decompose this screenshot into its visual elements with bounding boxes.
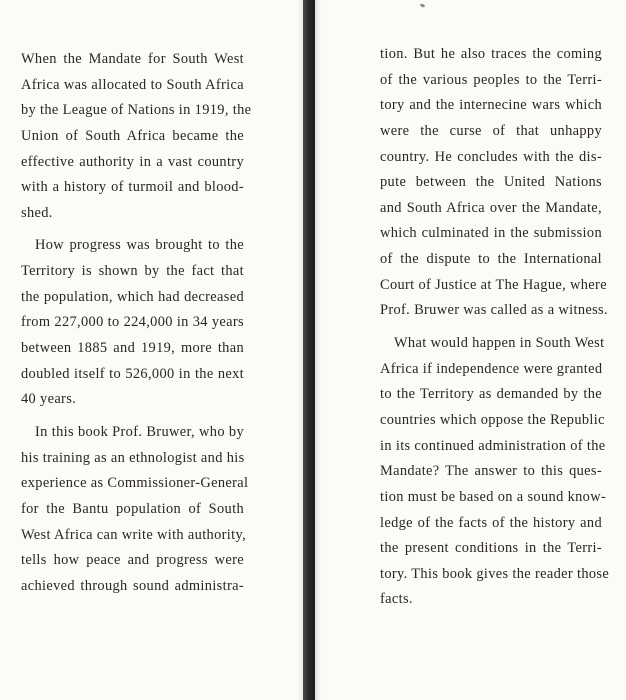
text-line: Territory is shown by the fact that [21,263,244,280]
text-line: Mandate? The answer to this ques- [380,463,602,480]
text-line: from 227,000 to 224,000 in 34 years [21,314,244,331]
text-line: What would happen in South West [394,335,605,352]
text-line: country. He concludes with the dis- [380,148,602,165]
book-spine [303,0,315,700]
text-line: tion must be based on a sound know- [380,488,607,505]
text-line: West Africa can write with authority, [21,526,247,543]
text-line: pute between the United Nations [380,174,602,191]
text-line: between 1885 and 1919, more than [21,340,244,357]
text-line: In this book Prof. Bruwer, who by [35,423,244,440]
text-line: tory and the internecine wars which [380,97,602,114]
text-line: Court of Justice at The Hague, where [380,276,607,293]
paragraph [380,331,610,613]
right-page-text [380,42,610,613]
text-line: countries which oppose the Republic [380,411,605,428]
text-line: When the Mandate for South West [21,51,244,67]
text-line: in its continued administration of the [380,437,606,454]
text-line: doubled itself to 526,000 in the next [21,365,244,382]
text-line: his training as an ethnologist and his [21,449,245,466]
text-line: Africa was allocated to South Africa [21,76,244,93]
text-line: for the Bantu population of South [21,500,244,517]
text-line: with a history of turmoil and blood- [21,179,244,196]
text-line: experience as Commissioner-General [21,475,249,492]
text-line: tells how peace and progress were [21,552,244,569]
text-line: and South Africa over the Mandate, [380,199,602,216]
text-line: the present conditions in the Terri- [380,540,602,557]
left-page-text [21,47,252,599]
text-line: to the Territory as demanded by the [380,386,602,403]
text-line: achieved through sound administra- [21,577,244,594]
text-line: by the League of Nations in 1919, the [21,102,252,119]
text-line: tion. But he also traces the coming [380,46,602,62]
text-line: effective authority in a vast country [21,153,244,170]
paragraph [21,233,244,412]
paragraph [380,42,608,324]
text-line: tory. This book gives the reader those [380,565,610,582]
text-line: facts. [380,591,413,608]
text-line: Africa if independence were granted [380,360,603,377]
text-line: How progress was brought to the [35,237,244,254]
text-line: the population, which had decreased [21,288,244,305]
right-page-gutter-shadow [315,0,321,700]
text-line: Prof. Bruwer was called as a witness. [380,302,608,319]
text-line: shed. [21,204,53,221]
text-line: Union of South Africa became the [21,127,244,144]
text-line: 40 years. [21,391,77,408]
text-line: were the curse of that unhappy [380,122,602,139]
text-line: of the various peoples to the Terri- [380,71,602,88]
paragraph [21,47,252,226]
text-line: ledge of the facts of the history and [380,514,602,531]
paragraph [21,420,249,599]
text-line: of the dispute to the International [380,251,602,268]
text-line: which culminated in the submission [380,225,602,242]
